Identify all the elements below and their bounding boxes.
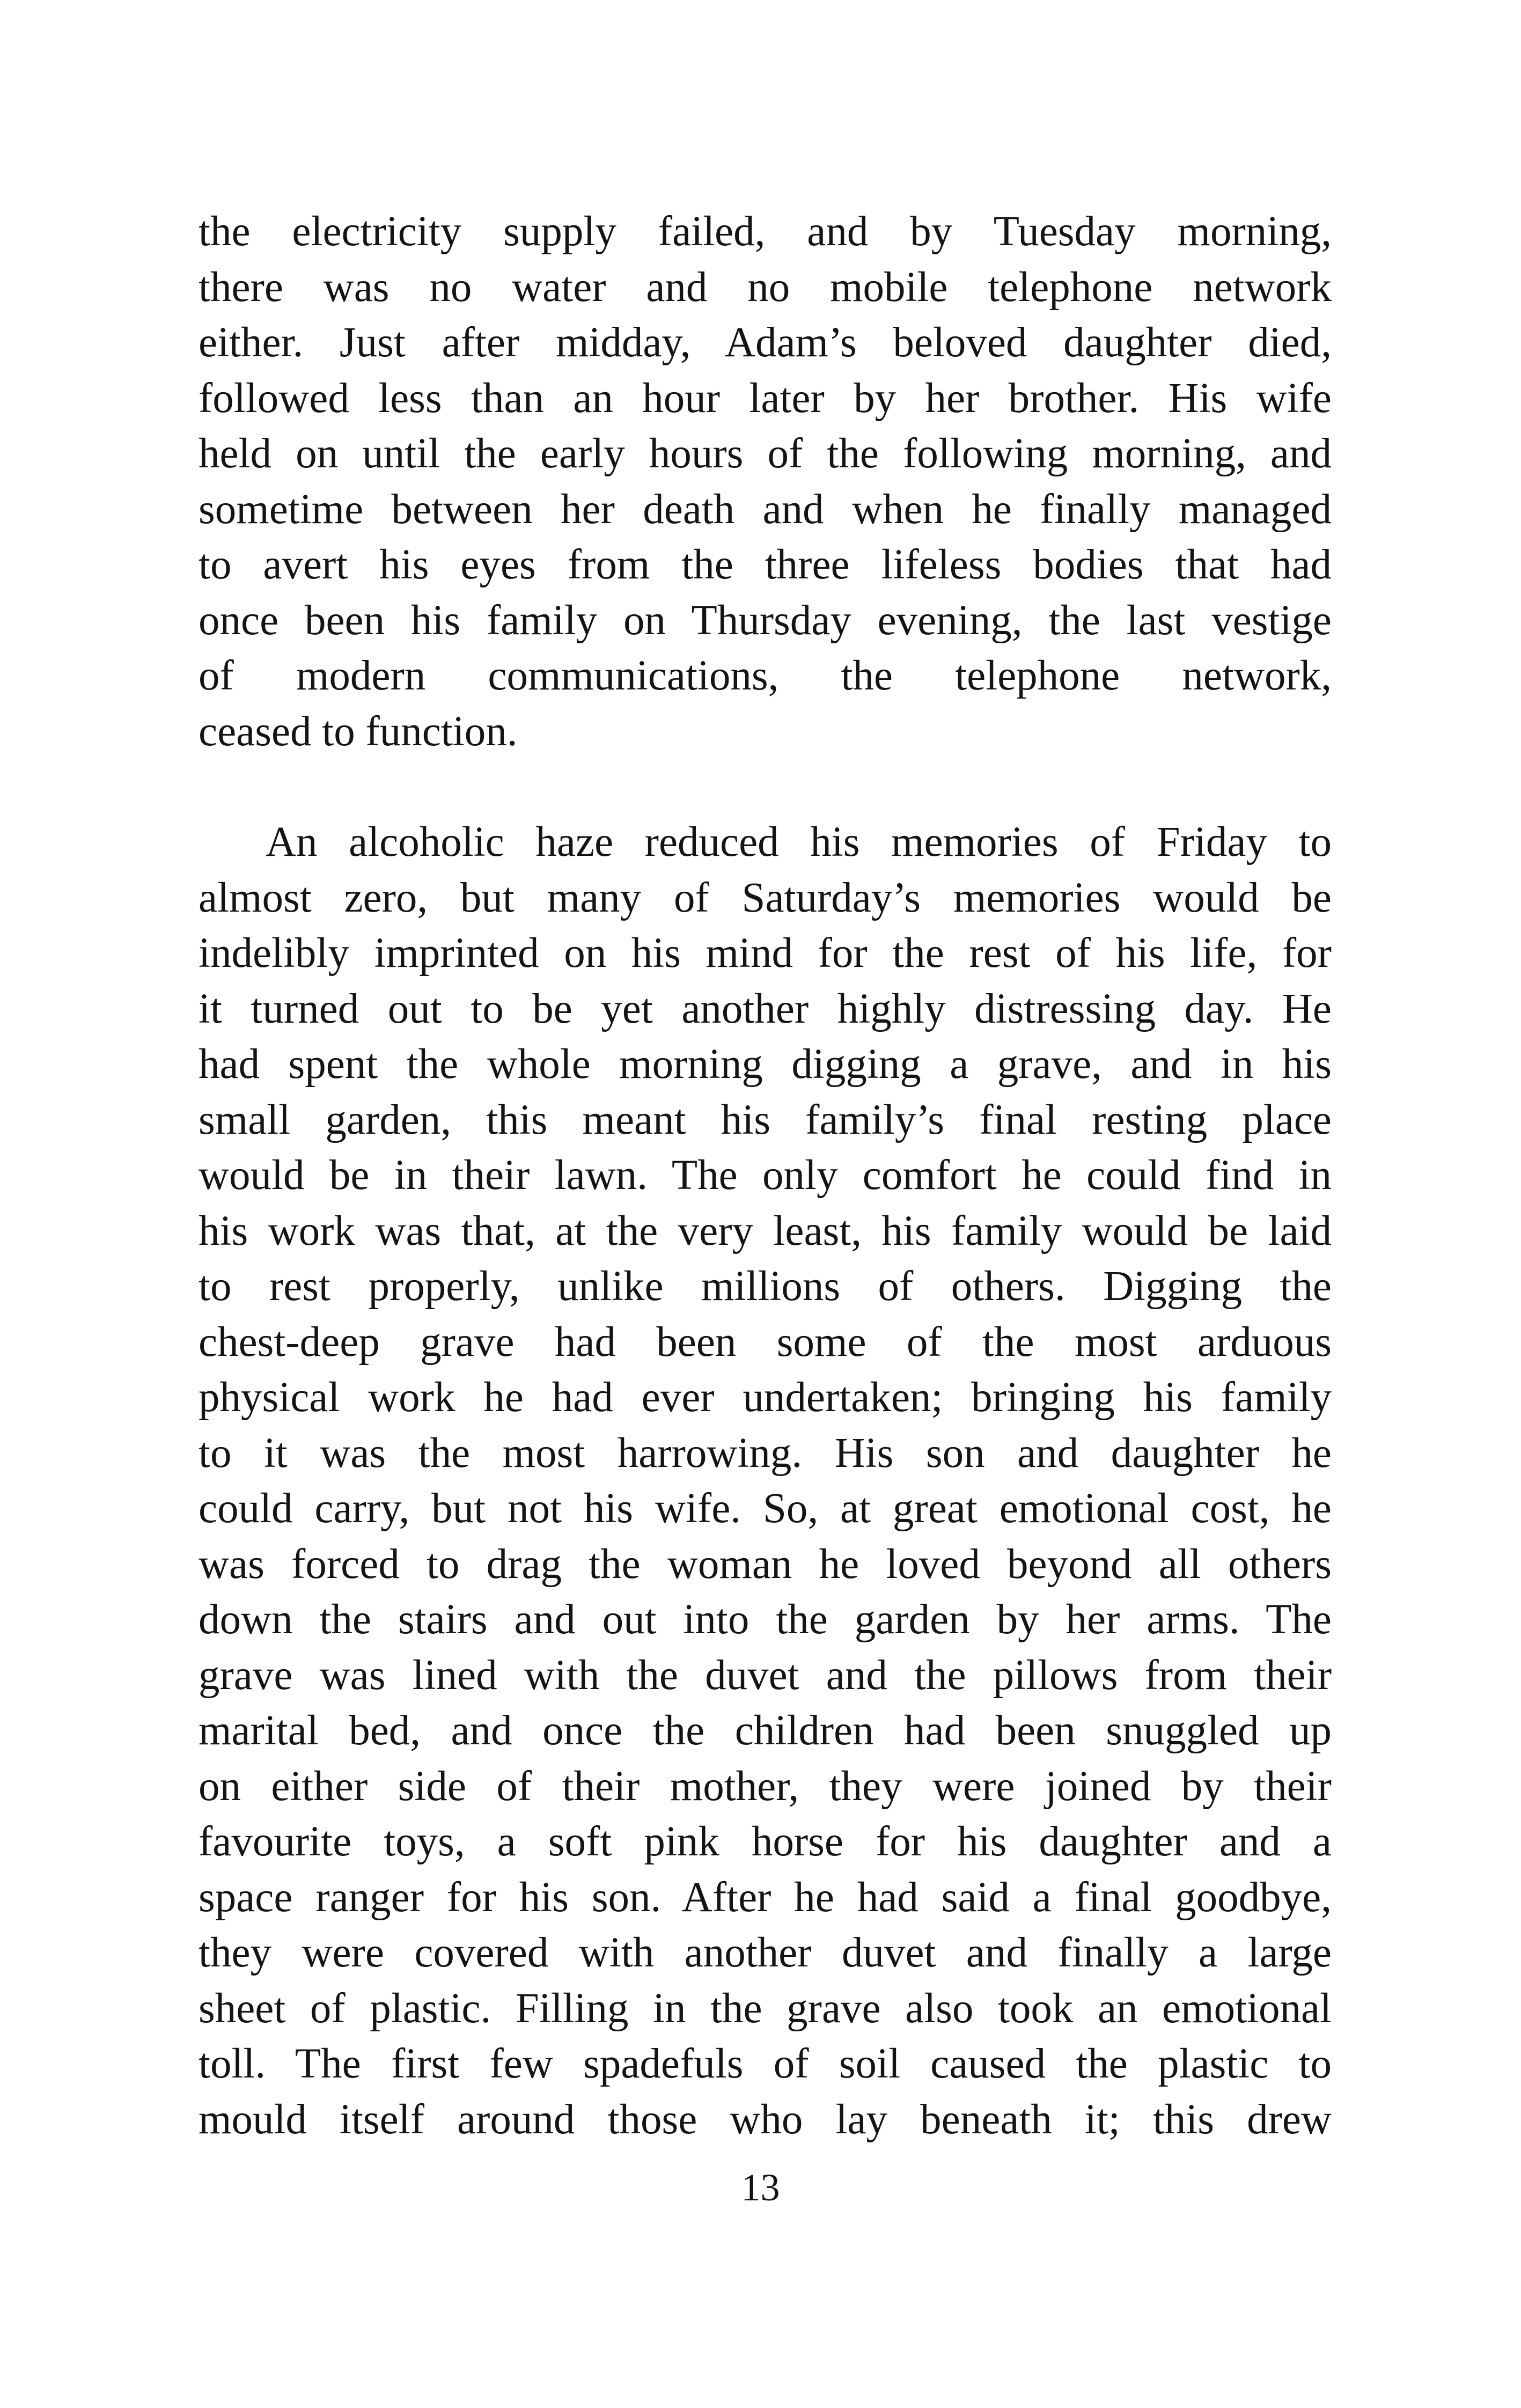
text-line: once been his family on Thursday evening, the last vestige: [199, 597, 1332, 644]
text-line: chest-deep grave had been some of the most arduous: [199, 1318, 1332, 1365]
text-line: sheet of plastic. Filling in the grave also took an emotional: [199, 1985, 1332, 2032]
text-line: sometime between her death and when he finally managed: [199, 486, 1332, 533]
text-line: small garden, this meant his family’s final resting place: [199, 1096, 1332, 1143]
paragraph-2: [199, 814, 1332, 2147]
text-line: could carry, but not his wife. So, at great emotional cost, he: [199, 1485, 1332, 1532]
paragraph-1: [199, 204, 1332, 759]
text-line: grave was lined with the duvet and the pillows from their: [199, 1651, 1332, 1699]
text-line: had spent the whole morning digging a grave, and in his: [199, 1041, 1332, 1088]
text-line: of modern communications, the telephone network,: [199, 652, 1332, 699]
text-line: to rest properly, unlike millions of others. Digging the: [199, 1263, 1332, 1310]
text-line: it turned out to be yet another highly distressing day. He: [199, 985, 1332, 1032]
text-line: the electricity supply failed, and by Tuesday morning,: [199, 208, 1332, 255]
text-line: space ranger for his son. After he had said a final goodbye,: [199, 1874, 1332, 1921]
text-line: was forced to drag the woman he loved beyond all others: [199, 1540, 1332, 1588]
text-line: marital bed, and once the children had been snuggled up: [199, 1707, 1332, 1754]
text-line: physical work he had ever undertaken; bringing his family: [199, 1374, 1332, 1421]
text-line: held on until the early hours of the following morning, and: [199, 430, 1332, 477]
text-line: mould itself around those who lay beneath it; this drew: [199, 2096, 1332, 2143]
text-line: An alcoholic haze reduced his memories of Friday to: [266, 819, 1332, 865]
text-line: his work was that, at the very least, his family would be laid: [199, 1207, 1332, 1254]
text-line: down the stairs and out into the garden by her arms. The: [199, 1596, 1332, 1643]
text-line: almost zero, but many of Saturday’s memories would be: [199, 874, 1332, 921]
text-line: on either side of their mother, they were joined by their: [199, 1763, 1332, 1810]
text-line: there was no water and no mobile telephone network: [199, 263, 1332, 311]
text-line: either. Just after midday, Adam’s beloved daughter died,: [199, 319, 1332, 366]
text-line: they were covered with another duvet and finally a large: [199, 1929, 1332, 1976]
text-line: favourite toys, a soft pink horse for his daughter and a: [199, 1818, 1332, 1865]
page-number: 13: [741, 2166, 780, 2209]
text-line: would be in their lawn. The only comfort he could find in: [199, 1152, 1332, 1199]
text-line: indelibly imprinted on his mind for the rest of his life, for: [199, 930, 1332, 977]
text-line: ceased to function.: [199, 708, 518, 755]
text-line: to avert his eyes from the three lifeless bodies that had: [199, 541, 1332, 588]
text-line: followed less than an hour later by her brother. His wife: [199, 375, 1332, 422]
text-line: toll. The first few spadefuls of soil caused the plastic to: [199, 2040, 1332, 2087]
text-line: to it was the most harrowing. His son and daughter he: [199, 1429, 1332, 1477]
